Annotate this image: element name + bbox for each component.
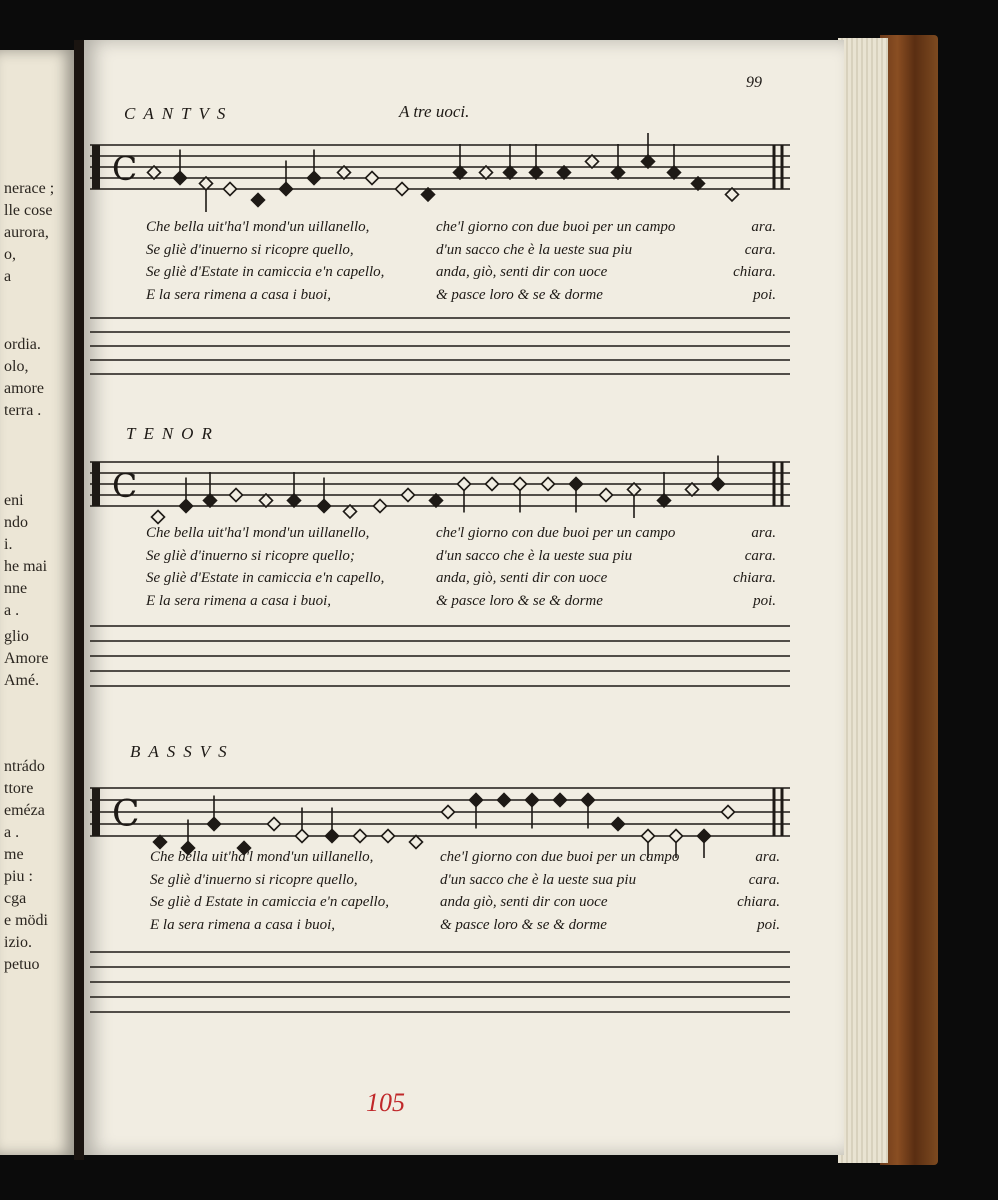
lyric-text: che'l giorno con due buoi per un campo (436, 525, 676, 541)
note-icon (570, 478, 583, 491)
note-icon (382, 830, 395, 843)
lyric-text: d'un sacco che è la ueste sua piu (436, 241, 633, 258)
lyric-line (150, 891, 780, 914)
note-icon (458, 478, 471, 491)
lyric-line (146, 545, 776, 568)
lyric-line (150, 846, 780, 869)
lyric-line (146, 239, 776, 262)
empty-staff (88, 618, 798, 698)
note-icon (670, 830, 683, 843)
lyric-text: E la sera rimena a casa i buoi, (146, 286, 331, 303)
tenor-staff (88, 440, 798, 530)
empty-staff (88, 308, 798, 388)
left-page-text-fragment: Amore (4, 650, 49, 667)
lyric-text: Se gliè d'inuerno si ricopre quello, (146, 241, 354, 258)
note-icon (642, 830, 655, 843)
note-icon (480, 166, 493, 179)
left-page-text-fragment: o, (4, 246, 16, 263)
bassus-lyrics (150, 846, 780, 936)
clef-icon (92, 788, 100, 836)
note-icon (338, 166, 351, 179)
clef-icon (92, 145, 100, 189)
left-page-text-fragment: glio (4, 628, 29, 645)
mensuration-sign-icon: C (112, 794, 140, 835)
left-page-text-fragment: izio. (4, 934, 32, 951)
empty-staff (88, 940, 798, 1020)
left-page-text-fragment: ntrádo (4, 758, 45, 775)
lyric-text: anda, giò, senti dir con uoce (436, 570, 608, 586)
lyric-end: poi. (753, 286, 776, 303)
lyric-text: Che bella uit'ha'l mond'un uillanello, (150, 849, 374, 865)
lyric-end: poi. (757, 916, 780, 933)
left-page-text-fragment: me (4, 846, 24, 863)
bassus-label: BASSVS (130, 742, 235, 761)
note-icon (366, 172, 379, 185)
note-icon (344, 505, 357, 518)
left-page-text-fragment: piu : (4, 868, 33, 885)
note-icon (642, 155, 655, 168)
tenor-label: TENOR (126, 424, 220, 443)
page-edges (838, 38, 888, 1163)
lyric-text: d'un sacco che è la ueste sua piu (440, 871, 637, 888)
lyric-line (150, 869, 780, 892)
left-page-text-fragment: petuo (4, 956, 40, 973)
cantus-lyrics (146, 216, 776, 306)
note-icon (180, 500, 193, 513)
tenor-lyrics (146, 522, 776, 612)
note-icon (582, 794, 595, 807)
book-gutter (74, 40, 84, 1160)
lyric-end: ara. (751, 219, 776, 235)
note-icon (668, 166, 681, 179)
note-icon (612, 166, 625, 179)
note-icon (498, 794, 511, 807)
note-icon (712, 478, 725, 491)
note-icon (208, 818, 221, 831)
lyric-text: che'l giorno con due buoi per un campo (440, 849, 680, 865)
left-page-text-fragment: a . (4, 824, 20, 841)
left-page-text-fragment: i. (4, 536, 13, 553)
lyric-end: cara. (744, 547, 776, 564)
lyric-end: ara. (751, 525, 776, 541)
lyric-text: & pasce loro & se & dorme (436, 592, 603, 609)
mensuration-sign-icon: C (112, 466, 138, 505)
left-page-text-fragment: eni (4, 492, 24, 509)
left-page-text-fragment: lle cose (4, 202, 53, 219)
note-icon (612, 818, 625, 831)
left-page-text-fragment: terra . (4, 402, 42, 419)
lyric-line (146, 284, 776, 307)
clef-icon (92, 462, 100, 506)
cantus-staff (88, 125, 798, 215)
lyric-end: ara. (755, 849, 780, 865)
note-icon (554, 794, 567, 807)
note-icon (586, 155, 599, 168)
note-icon (454, 166, 467, 179)
note-icon (726, 188, 739, 201)
note-icon (296, 830, 309, 843)
book-cover-board (880, 35, 938, 1165)
lyric-end: chiara. (733, 264, 776, 280)
note-icon (318, 500, 331, 513)
left-page-text-fragment: nne (4, 580, 28, 597)
music-page (84, 40, 844, 1155)
lyric-end: chiara. (737, 894, 780, 910)
lyric-text: Se gliè d Estate in camiccia e'n capello, (150, 894, 389, 910)
note-icon (224, 183, 237, 196)
note-icon (530, 166, 543, 179)
note-icon (308, 172, 321, 185)
note-icon (698, 830, 711, 843)
handwritten-folio-number: 105 (366, 1088, 405, 1117)
note-icon (204, 494, 217, 507)
lyric-text: E la sera rimena a casa i buoi, (146, 592, 331, 609)
left-page-text-fragment: ttore (4, 780, 34, 797)
lyric-line (146, 590, 776, 613)
lyric-line (150, 914, 780, 937)
lyric-text: Se gliè d'Estate in camiccia e'n capello, (146, 264, 385, 280)
left-page-text-fragment: eméza (4, 802, 45, 819)
lyric-line (146, 522, 776, 545)
note-icon (230, 489, 243, 502)
note-icon (148, 166, 161, 179)
note-icon (402, 489, 415, 502)
note-icon (252, 194, 265, 207)
cantus-subtitle: A tre uoci. (399, 102, 470, 121)
lyric-text: & pasce loro & se & dorme (436, 286, 603, 303)
note-icon (504, 166, 517, 179)
left-page-text-fragment: he mai (4, 558, 48, 575)
note-icon (542, 478, 555, 491)
lyric-end: cara. (744, 241, 776, 258)
lyric-text: Se gliè d'Estate in camiccia e'n capello, (146, 570, 385, 586)
left-page-text-fragment: aurora, (4, 224, 49, 241)
left-page-text-fragment: Amé. (4, 672, 40, 689)
note-icon (430, 494, 443, 507)
note-icon (486, 478, 499, 491)
cantus-label: CANTVS (124, 104, 234, 123)
left-page-text-fragment: olo, (4, 358, 29, 375)
lyric-line (146, 567, 776, 590)
note-icon (326, 830, 339, 843)
lyric-line (146, 261, 776, 284)
note-icon (526, 794, 539, 807)
note-icon (354, 830, 367, 843)
note-icon (686, 483, 699, 496)
lyric-text: Se gliè d'inuerno si ricopre quello; (146, 547, 355, 564)
note-icon (374, 500, 387, 513)
left-page-text-fragment: ndo (4, 514, 28, 531)
page-number: 99 (746, 74, 762, 91)
lyric-text: Che bella uit'ha'l mond'un uillanello, (146, 525, 370, 541)
lyric-text: E la sera rimena a casa i buoi, (150, 916, 335, 933)
left-page-text-fragment: e mödi (4, 912, 48, 929)
left-page-text-fragment: a (4, 268, 12, 285)
left-page-text-fragment: cga (4, 890, 27, 907)
note-icon (268, 818, 281, 831)
note-icon (288, 494, 301, 507)
lyric-text: Se gliè d'inuerno si ricopre quello, (150, 871, 358, 888)
note-icon (174, 172, 187, 185)
note-icon (558, 166, 571, 179)
lyric-text: & pasce loro & se & dorme (440, 916, 607, 933)
bassus-staff (88, 758, 798, 858)
lyric-text: che'l giorno con due buoi per un campo (436, 219, 676, 235)
lyric-text: anda, giò, senti dir con uoce (436, 264, 608, 280)
lyric-end: cara. (748, 871, 780, 888)
note-icon (280, 183, 293, 196)
note-icon (200, 177, 213, 190)
note-icon (442, 806, 455, 819)
note-icon (600, 489, 613, 502)
mensuration-sign-icon: C (112, 149, 138, 188)
lyric-text: Che bella uit'ha'l mond'un uillanello, (146, 219, 370, 235)
left-page-text-fragment: ordia. (4, 336, 41, 353)
lyric-end: chiara. (733, 570, 776, 586)
note-icon (422, 188, 435, 201)
lyric-text: anda giò, senti dir con uoce (440, 894, 608, 910)
note-icon (658, 494, 671, 507)
note-icon (396, 183, 409, 196)
lyric-line (146, 216, 776, 239)
left-facing-page (0, 50, 74, 1155)
note-icon (514, 478, 527, 491)
left-page-text-fragment: a . (4, 602, 20, 619)
lyric-text: d'un sacco che è la ueste sua piu (436, 547, 633, 564)
note-icon (692, 177, 705, 190)
note-icon (628, 483, 641, 496)
note-icon (260, 494, 273, 507)
left-page-text-fragment: amore (4, 380, 44, 397)
left-page-text-fragment: nerace ; (4, 180, 55, 197)
note-icon (470, 794, 483, 807)
note-icon (722, 806, 735, 819)
lyric-end: poi. (753, 592, 776, 609)
